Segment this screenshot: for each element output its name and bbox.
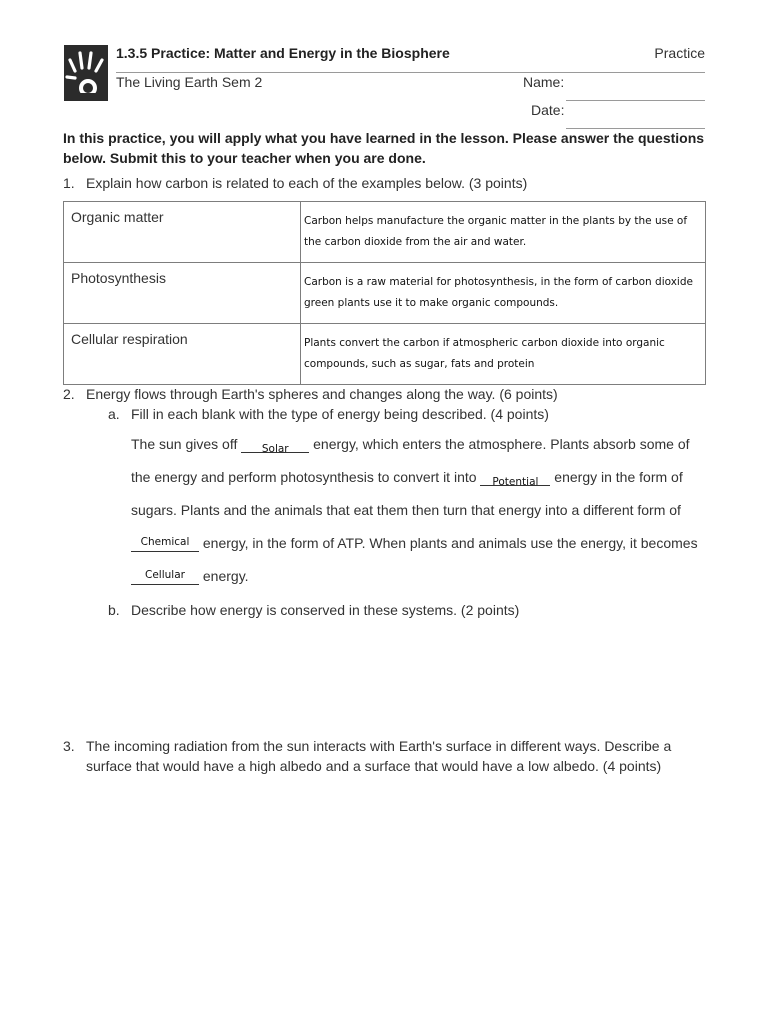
- paragraph-text: sugars. Plants and the animals that eat them then turn that energy into a different form of: [131, 502, 681, 518]
- table-category-cell: Organic matter: [64, 202, 301, 263]
- carbon-examples-table: [63, 201, 706, 385]
- table-row: [64, 324, 706, 385]
- blank-answer-cellular[interactable]: [131, 569, 199, 585]
- subquestion-text: Fill in each blank with the type of energy being described. (4 points): [131, 406, 549, 422]
- blank-answer-chemical[interactable]: [131, 536, 199, 552]
- fill-in-line-3: [131, 502, 711, 518]
- paragraph-text: energy, in the form of ATP. When plants and animals use the energy, it becomes: [199, 535, 698, 551]
- blank-answer-text: Cellular: [145, 569, 185, 581]
- table-answer-cell[interactable]: Carbon is a raw material for photosynthesis, in the form of carbon dioxide green plants use it to make organic compounds.: [301, 263, 706, 324]
- question-3: [63, 736, 708, 776]
- question-text: Explain how carbon is related to each of the examples below. (3 points): [86, 175, 528, 191]
- blank-answer-solar[interactable]: [241, 440, 309, 453]
- fill-in-line-4: [131, 535, 711, 552]
- blank-answer-text: Potential: [492, 476, 539, 488]
- name-field[interactable]: [566, 100, 705, 101]
- blank-answer-potential[interactable]: [480, 473, 550, 486]
- question-1: [63, 173, 708, 193]
- fill-in-line-1: [131, 436, 711, 453]
- instructions-text: In this practice, you will apply what you have learned in the lesson. Please answer the questions below. Submit this to your teacher when you are done.: [63, 130, 705, 166]
- paragraph-text: The sun gives off: [131, 436, 242, 452]
- question-2: [63, 384, 708, 404]
- subquestion-text: Describe how energy is conserved in these systems. (2 points): [131, 602, 520, 618]
- table-category-cell: Cellular respiration: [64, 324, 301, 385]
- subquestion-letter: a.: [108, 406, 120, 422]
- question-2a: [108, 404, 708, 424]
- date-label: Date:: [531, 102, 565, 118]
- question-text: Energy flows through Earth's spheres and changes along the way. (6 points): [86, 386, 558, 402]
- course-name: The Living Earth Sem 2: [116, 74, 263, 90]
- blank-answer-text: Solar: [261, 443, 289, 455]
- table-answer-cell[interactable]: Plants convert the carbon if atmospheric carbon dioxide into organic compounds, such as sugar, fats and protein: [301, 324, 706, 385]
- name-label: Name:: [523, 74, 565, 90]
- table-category-cell: Photosynthesis: [64, 263, 301, 324]
- blank-answer-text: Chemical: [140, 536, 190, 548]
- fill-in-line-2: [131, 469, 711, 486]
- fill-in-line-5: [131, 568, 711, 585]
- paragraph-text: energy, which enters the atmosphere. Plants absorb some of: [309, 436, 690, 452]
- question-number: 3.: [63, 738, 75, 754]
- question-number: 1.: [63, 175, 75, 191]
- question-number: 2.: [63, 386, 75, 402]
- paragraph-text: energy in the form of: [550, 469, 683, 485]
- paragraph-text: the energy and perform photosynthesis to convert it into: [131, 469, 481, 485]
- question-text-continued: surface that would have a high albedo and a surface that would have a low albedo. (4 points): [86, 758, 662, 774]
- rising-sun-logo-icon: [64, 45, 108, 101]
- table-row: [64, 202, 706, 263]
- subquestion-letter: b.: [108, 602, 120, 618]
- header-divider: [116, 72, 705, 73]
- table-answer-cell[interactable]: Carbon helps manufacture the organic matter in the plants by the use of the carbon dioxide from the air and water.: [301, 202, 706, 263]
- document-type-label: Practice: [654, 45, 705, 61]
- question-text: The incoming radiation from the sun interacts with Earth's surface in different ways. Describe a: [86, 738, 672, 754]
- question-2b: [108, 600, 708, 620]
- page-title: 1.3.5 Practice: Matter and Energy in the Biosphere: [116, 45, 450, 61]
- paragraph-text: energy.: [199, 568, 249, 584]
- table-row: [64, 263, 706, 324]
